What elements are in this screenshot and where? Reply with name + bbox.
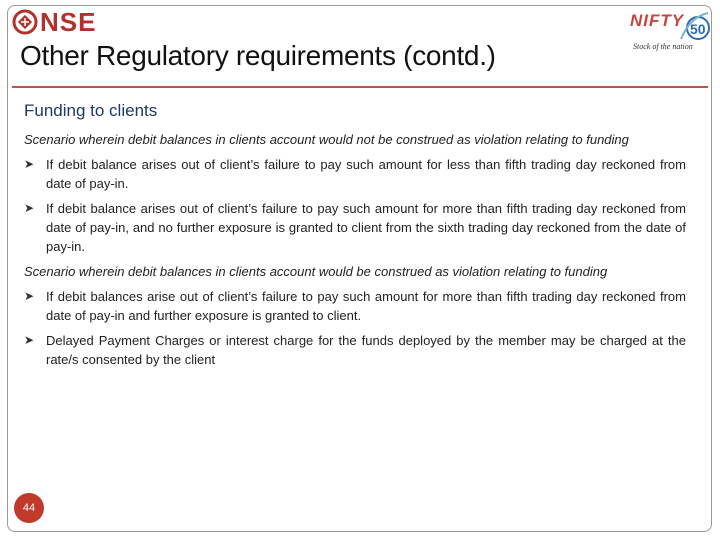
scenario-text: Scenario wherein debit balances in clients account would not be construed as violation relating to funding <box>24 132 629 147</box>
bullet-text: Delayed Payment Charges or interest charge for the funds deployed by the member may be charged at the rate/s consented by the client <box>46 333 686 367</box>
arrowhead-bullet-icon: ➤ <box>24 201 35 215</box>
title-divider <box>12 86 708 88</box>
list-item <box>24 199 686 256</box>
arrowhead-bullet-icon: ➤ <box>24 333 35 347</box>
arrowhead-bullet-icon: ➤ <box>24 157 35 171</box>
section-heading: Funding to clients <box>24 101 158 120</box>
nifty-logo <box>630 9 710 53</box>
list-item <box>24 331 686 369</box>
bullet-text: If debit balances arise out of client’s failure to pay such amount for more than fifth trading day reckoned from date of pay-in and further exposure is granted to client. <box>46 289 686 323</box>
scenario-text: Scenario wherein debit balances in clients account would be construed as violation relating to funding <box>24 264 608 279</box>
page-number-badge: 44 <box>14 493 44 523</box>
nifty-logo-word: NIFTY <box>630 11 685 30</box>
nifty-50-icon <box>678 9 712 41</box>
bullet-text: If debit balance arises out of client’s failure to pay such amount for more than fifth trading day reckoned from date of pay-in, and no further exposure is granted to client from the sixth trading day reckoned from the date of pay-in. <box>46 201 686 254</box>
nse-logo-text: NSE <box>40 7 97 37</box>
nifty-logo-number: 50 <box>690 21 706 37</box>
list-item <box>24 155 686 193</box>
bullet-text: If debit balance arises out of client’s failure to pay such amount for less than fifth trading day reckoned from date of pay-in. <box>46 157 686 191</box>
arrowhead-bullet-icon: ➤ <box>24 289 35 303</box>
nse-logo-icon <box>12 9 38 35</box>
list-item <box>24 287 686 325</box>
nifty-tagline: Stock of the nation <box>633 42 693 51</box>
nse-logo <box>12 7 96 37</box>
content-body <box>24 130 686 375</box>
page-title: Other Regulatory requirements (contd.) <box>20 40 496 71</box>
